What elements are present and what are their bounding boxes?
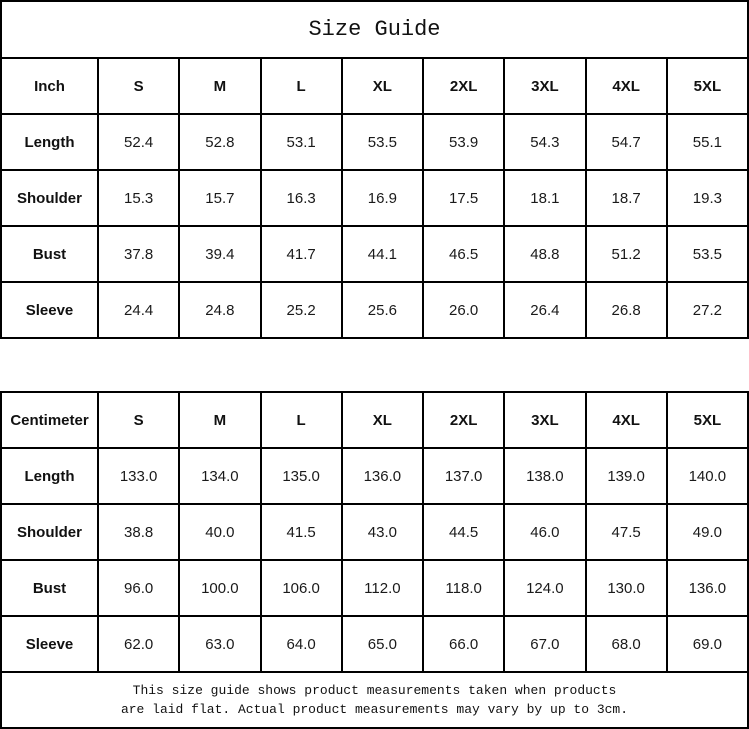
size-header-cell: S (98, 392, 179, 448)
measurement-value-cell: 139.0 (586, 448, 667, 504)
measurement-value-cell: 64.0 (261, 616, 342, 672)
measurement-row (1, 504, 748, 560)
measurement-value-cell: 65.0 (342, 616, 423, 672)
size-header-cell: XL (342, 392, 423, 448)
size-header-cell: 5XL (667, 392, 748, 448)
measurement-value-cell: 40.0 (179, 504, 260, 560)
measurement-value-cell: 133.0 (98, 448, 179, 504)
measurement-value-cell: 25.2 (261, 282, 342, 338)
measurement-value-cell: 24.8 (179, 282, 260, 338)
inch-size-table-body (1, 58, 748, 338)
measurement-value-cell: 135.0 (261, 448, 342, 504)
unit-header-cell: Inch (1, 58, 98, 114)
measurement-row (1, 226, 748, 282)
size-header-cell: M (179, 392, 260, 448)
page-title: Size Guide (0, 0, 749, 57)
size-header-cell: S (98, 58, 179, 114)
size-header-cell: 4XL (586, 58, 667, 114)
size-header-cell: 3XL (504, 392, 585, 448)
measurement-value-cell: 134.0 (179, 448, 260, 504)
measurement-value-cell: 136.0 (342, 448, 423, 504)
measurement-row (1, 560, 748, 616)
table-separator (0, 339, 749, 391)
measurement-value-cell: 26.8 (586, 282, 667, 338)
measurement-value-cell: 140.0 (667, 448, 748, 504)
inch-size-table (0, 57, 749, 339)
measurement-note-line2: are laid flat. Actual product measurements may vary by up to 3cm. (120, 702, 629, 717)
measurement-value-cell: 38.8 (98, 504, 179, 560)
measurement-value-cell: 69.0 (667, 616, 748, 672)
measurement-value-cell: 49.0 (667, 504, 748, 560)
measurement-value-cell: 62.0 (98, 616, 179, 672)
measurement-value-cell: 112.0 (342, 560, 423, 616)
measurement-value-cell: 44.1 (342, 226, 423, 282)
measurement-value-cell: 39.4 (179, 226, 260, 282)
measurement-value-cell: 52.8 (179, 114, 260, 170)
row-label-cell: Shoulder (1, 504, 98, 560)
measurement-value-cell: 53.1 (261, 114, 342, 170)
measurement-value-cell: 53.9 (423, 114, 504, 170)
size-header-row (1, 392, 748, 448)
size-header-cell: L (261, 58, 342, 114)
measurement-value-cell: 138.0 (504, 448, 585, 504)
measurement-value-cell: 54.7 (586, 114, 667, 170)
measurement-value-cell: 19.3 (667, 170, 748, 226)
centimeter-size-table-body (1, 392, 748, 672)
size-header-cell: L (261, 392, 342, 448)
measurement-value-cell: 46.5 (423, 226, 504, 282)
measurement-value-cell: 51.2 (586, 226, 667, 282)
measurement-value-cell: 26.4 (504, 282, 585, 338)
measurement-row (1, 114, 748, 170)
measurement-value-cell: 124.0 (504, 560, 585, 616)
measurement-value-cell: 26.0 (423, 282, 504, 338)
size-header-row (1, 58, 748, 114)
row-label-cell: Sleeve (1, 282, 98, 338)
measurement-value-cell: 106.0 (261, 560, 342, 616)
measurement-value-cell: 137.0 (423, 448, 504, 504)
measurement-value-cell: 67.0 (504, 616, 585, 672)
measurement-value-cell: 41.5 (261, 504, 342, 560)
measurement-value-cell: 66.0 (423, 616, 504, 672)
measurement-value-cell: 53.5 (342, 114, 423, 170)
measurement-value-cell: 96.0 (98, 560, 179, 616)
measurement-value-cell: 48.8 (504, 226, 585, 282)
size-header-cell: XL (342, 58, 423, 114)
measurement-value-cell: 118.0 (423, 560, 504, 616)
size-header-cell: 2XL (423, 392, 504, 448)
measurement-value-cell: 68.0 (586, 616, 667, 672)
measurement-value-cell: 136.0 (667, 560, 748, 616)
unit-header-cell: Centimeter (1, 392, 98, 448)
measurement-value-cell: 54.3 (504, 114, 585, 170)
row-label-cell: Bust (1, 560, 98, 616)
measurement-value-cell: 18.7 (586, 170, 667, 226)
measurement-value-cell: 46.0 (504, 504, 585, 560)
size-header-cell: 4XL (586, 392, 667, 448)
measurement-row (1, 170, 748, 226)
measurement-value-cell: 16.9 (342, 170, 423, 226)
row-label-cell: Bust (1, 226, 98, 282)
measurement-value-cell: 17.5 (423, 170, 504, 226)
centimeter-size-table (0, 391, 749, 673)
size-header-cell: M (179, 58, 260, 114)
row-label-cell: Length (1, 448, 98, 504)
measurement-value-cell: 63.0 (179, 616, 260, 672)
measurement-value-cell: 18.1 (504, 170, 585, 226)
measurement-value-cell: 15.7 (179, 170, 260, 226)
measurement-value-cell: 44.5 (423, 504, 504, 560)
measurement-note (0, 673, 749, 729)
measurement-value-cell: 53.5 (667, 226, 748, 282)
row-label-cell: Sleeve (1, 616, 98, 672)
measurement-value-cell: 16.3 (261, 170, 342, 226)
measurement-value-cell: 100.0 (179, 560, 260, 616)
measurement-row (1, 616, 748, 672)
measurement-value-cell: 130.0 (586, 560, 667, 616)
measurement-value-cell: 27.2 (667, 282, 748, 338)
size-header-cell: 2XL (423, 58, 504, 114)
measurement-value-cell: 52.4 (98, 114, 179, 170)
measurement-row (1, 448, 748, 504)
measurement-value-cell: 41.7 (261, 226, 342, 282)
measurement-row (1, 282, 748, 338)
measurement-value-cell: 55.1 (667, 114, 748, 170)
row-label-cell: Shoulder (1, 170, 98, 226)
measurement-value-cell: 37.8 (98, 226, 179, 282)
measurement-value-cell: 25.6 (342, 282, 423, 338)
size-header-cell: 3XL (504, 58, 585, 114)
measurement-value-cell: 15.3 (98, 170, 179, 226)
measurement-value-cell: 47.5 (586, 504, 667, 560)
measurement-value-cell: 24.4 (98, 282, 179, 338)
measurement-value-cell: 43.0 (342, 504, 423, 560)
row-label-cell: Length (1, 114, 98, 170)
size-header-cell: 5XL (667, 58, 748, 114)
measurement-note-line1: This size guide shows product measurements taken when products (132, 683, 617, 698)
